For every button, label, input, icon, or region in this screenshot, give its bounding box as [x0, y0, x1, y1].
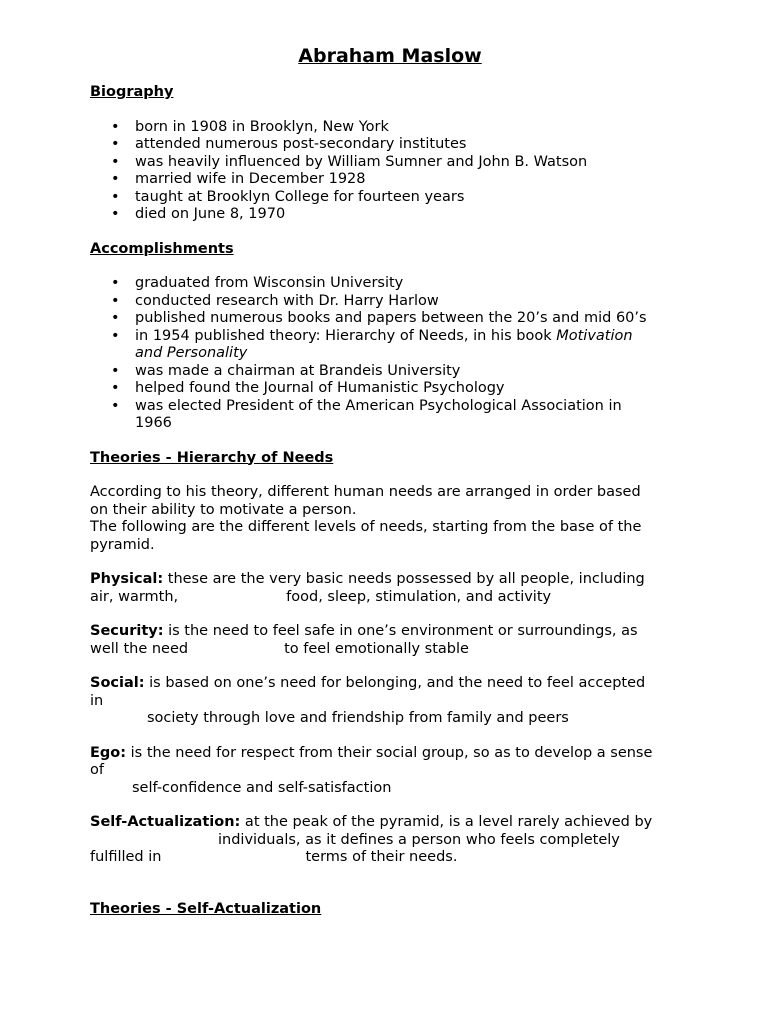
- document-page: [90, 44, 690, 935]
- list-item: [90, 136, 690, 154]
- book-title-part2: and Personality: [135, 345, 248, 361]
- list-item: [90, 206, 690, 224]
- physical-text: food, sleep, stimulation, and activity: [286, 588, 552, 605]
- list-item: [90, 171, 690, 189]
- physical-text: these are the very basic needs possessed by all people, including: [163, 571, 645, 587]
- page-title: Abraham Maslow: [298, 45, 482, 67]
- bullet-icon: •: [111, 292, 120, 309]
- intro-line: on their ability to motivate a person.: [90, 501, 357, 518]
- accomplishments-list: [90, 275, 690, 433]
- bullet-icon: •: [111, 206, 120, 222]
- list-item: [90, 293, 690, 311]
- ego-text: of: [90, 762, 104, 778]
- list-item-text: married wife in December 1928: [135, 171, 366, 187]
- bullet-icon: •: [111, 188, 120, 205]
- list-item-text: conducted research with Dr. Harry Harlow: [135, 292, 439, 309]
- security-term: Security:: [90, 623, 164, 639]
- list-item-text: attended numerous post-secondary institutes: [135, 136, 467, 152]
- intro-line: The following are the different levels of needs, starting from the base of the: [90, 519, 642, 535]
- security-text: well the need: [90, 640, 189, 657]
- hierarchy-intro: [90, 484, 690, 554]
- bullet-icon: •: [111, 397, 120, 414]
- biography-heading: Biography: [90, 84, 174, 100]
- social-text: is based on one’s need for belonging, and the need to feel accepted: [144, 675, 646, 691]
- self-actualization-need-paragraph: [90, 814, 690, 867]
- list-item: [90, 119, 690, 137]
- self-actualization-text: terms of their needs.: [305, 849, 458, 865]
- list-item: [90, 310, 690, 328]
- physical-need-paragraph: [90, 571, 690, 606]
- list-item-text: graduated from Wisconsin University: [135, 275, 404, 291]
- list-item: [90, 189, 690, 207]
- list-item-text: taught at Brooklyn College for fourteen years: [135, 188, 465, 205]
- intro-line: According to his theory, different human needs are arranged in order based: [90, 484, 641, 500]
- list-item-text: was elected President of the American Psychological Association in: [135, 397, 622, 414]
- hierarchy-heading: Theories - Hierarchy of Needs: [90, 449, 334, 466]
- self-actualization-heading: Theories - Self-Actualization: [90, 900, 322, 917]
- ego-text: self-confidence and self-satisfaction: [132, 779, 392, 796]
- bullet-icon: •: [111, 362, 120, 379]
- self-actualization-text: at the peak of the pyramid, is a level rarely achieved by: [240, 814, 653, 830]
- ego-need-paragraph: [90, 745, 690, 798]
- list-item-line: [135, 328, 690, 346]
- bullet-icon: •: [111, 136, 120, 152]
- self-actualization-term: Self-Actualization:: [90, 814, 241, 830]
- bullet-icon: •: [111, 171, 120, 187]
- list-item-text: died on June 8, 1970: [135, 206, 286, 222]
- list-item: [90, 398, 690, 433]
- list-item: [90, 380, 690, 398]
- security-text: is the need to feel safe in one’s environment or surroundings, as: [163, 623, 638, 639]
- list-item-text: born in 1908 in Brooklyn, New York: [135, 118, 389, 135]
- list-item-text-cont: 1966: [135, 415, 172, 431]
- list-item: [90, 363, 690, 381]
- social-text: in: [90, 692, 104, 709]
- self-actualization-text: fulfilled in: [90, 849, 162, 865]
- bullet-icon: •: [111, 153, 120, 170]
- ego-text: is the need for respect from their social group, so as to develop a sense: [126, 744, 653, 761]
- list-item-text: in 1954 published theory: Hierarchy of Needs, in his book: [135, 327, 557, 344]
- bullet-icon: •: [111, 118, 120, 135]
- security-need-paragraph: [90, 623, 690, 658]
- social-need-paragraph: [90, 675, 690, 728]
- list-item: [90, 154, 690, 172]
- list-item-text: published numerous books and papers between the 20’s and mid 60’s: [135, 310, 647, 326]
- bullet-icon: •: [111, 327, 120, 344]
- self-actualization-text: individuals, as it defines a person who feels completely: [218, 831, 620, 848]
- accomplishments-heading: Accomplishments: [90, 240, 234, 257]
- list-item-text: helped found the Journal of Humanistic Psychology: [135, 380, 505, 396]
- list-item-text: was heavily influenced by William Sumner and John B. Watson: [135, 153, 588, 170]
- bullet-icon: •: [111, 275, 120, 291]
- intro-line: pyramid.: [90, 536, 155, 553]
- physical-term: Physical:: [90, 571, 164, 587]
- biography-list: [90, 119, 690, 224]
- list-item: [90, 328, 690, 363]
- physical-text: air, warmth,: [90, 588, 179, 605]
- bullet-icon: •: [111, 310, 120, 326]
- social-text: society through love and friendship from family and peers: [147, 710, 569, 726]
- book-title-part1: Motivation: [556, 327, 633, 344]
- list-item-text: was made a chairman at Brandeis University: [135, 362, 461, 379]
- ego-term: Ego:: [90, 744, 127, 761]
- list-item: [90, 275, 690, 293]
- social-term: Social:: [90, 675, 145, 691]
- bullet-icon: •: [111, 380, 120, 396]
- security-text: to feel emotionally stable: [284, 640, 469, 657]
